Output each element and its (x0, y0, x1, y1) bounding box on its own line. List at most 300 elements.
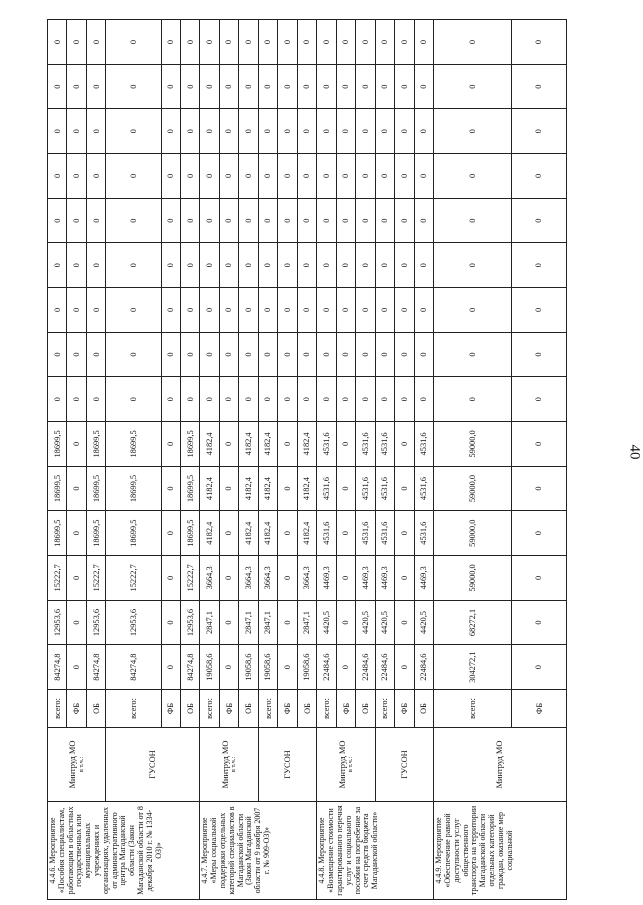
funding-source: всего: (317, 690, 336, 728)
value-cell: 4531,6 (317, 511, 336, 556)
value-cell: 0 (278, 20, 297, 65)
funding-source: всего: (200, 690, 219, 728)
value-cell: 0 (258, 64, 277, 109)
measure-description: 4.4.6. Мероприятие «Пособия специалистам, работающим в областных государственных или муниципальных учреждениях и организациях, удаленных от административного центра Магаданской области (Закон Магаданской области от 8 декабря 2010 г. № 1334-ОЗ)» (48, 802, 200, 900)
value-cell: 0 (375, 198, 394, 243)
funding-source: ОБ (239, 690, 258, 728)
value-cell: 0 (336, 154, 355, 199)
value-cell: 0 (106, 243, 161, 288)
value-cell: 0 (278, 198, 297, 243)
value-cell: 0 (258, 20, 277, 65)
value-cell: 0 (278, 109, 297, 154)
value-cell: 2847,1 (258, 600, 277, 645)
value-cell: 59000,0 (434, 466, 512, 511)
value-cell: 0 (67, 466, 86, 511)
value-cell: 0 (336, 645, 355, 690)
value-cell: 0 (239, 64, 258, 109)
value-cell: 0 (512, 556, 567, 601)
value-cell: 0 (356, 332, 375, 377)
value-cell: 0 (200, 154, 219, 199)
value-cell: 4182,4 (297, 422, 316, 467)
page-number: 40 (626, 444, 643, 460)
value-cell: 0 (434, 109, 512, 154)
value-cell: 0 (180, 64, 199, 109)
value-cell: 0 (106, 64, 161, 109)
table-row (106, 20, 161, 900)
value-cell: 0 (67, 556, 86, 601)
value-cell: 18699,5 (106, 466, 161, 511)
value-cell: 0 (200, 109, 219, 154)
value-cell: 0 (161, 466, 180, 511)
value-cell: 0 (86, 64, 105, 109)
value-cell: 4531,6 (414, 422, 433, 467)
value-cell: 0 (67, 243, 86, 288)
value-cell: 0 (106, 288, 161, 333)
value-cell: 0 (356, 198, 375, 243)
value-cell: 4182,4 (200, 466, 219, 511)
value-cell: 0 (67, 288, 86, 333)
funding-source: ОБ (86, 690, 105, 728)
value-cell: 0 (414, 377, 433, 422)
value-cell: 0 (414, 154, 433, 199)
funding-source: ФБ (336, 690, 355, 728)
value-cell: 4469,3 (375, 556, 394, 601)
value-cell: 0 (219, 422, 238, 467)
value-cell: 0 (414, 20, 433, 65)
value-cell: 0 (86, 377, 105, 422)
value-cell: 0 (278, 511, 297, 556)
value-cell: 0 (336, 377, 355, 422)
value-cell: 84274,8 (180, 645, 199, 690)
value-cell: 0 (297, 109, 316, 154)
value-cell: 0 (48, 377, 67, 422)
funding-source: ОБ (180, 690, 199, 728)
value-cell: 0 (48, 64, 67, 109)
value-cell: 4182,4 (200, 422, 219, 467)
value-cell: 0 (512, 377, 567, 422)
value-cell: 0 (161, 556, 180, 601)
value-cell: 0 (161, 600, 180, 645)
value-cell: 0 (161, 645, 180, 690)
funding-source: всего: (106, 690, 161, 728)
value-cell: 59000,0 (434, 422, 512, 467)
value-cell: 22484,6 (414, 645, 433, 690)
value-cell: 0 (297, 20, 316, 65)
table-row (258, 20, 277, 900)
value-cell: 0 (395, 109, 414, 154)
value-cell: 0 (67, 20, 86, 65)
value-cell: 0 (512, 20, 567, 65)
value-cell: 0 (180, 198, 199, 243)
value-cell: 0 (106, 109, 161, 154)
value-cell: 0 (180, 332, 199, 377)
value-cell: 4182,4 (239, 466, 258, 511)
value-cell: 0 (317, 109, 336, 154)
value-cell: 0 (317, 198, 336, 243)
value-cell: 0 (239, 332, 258, 377)
value-cell: 2847,1 (297, 600, 316, 645)
funding-source: всего: (258, 690, 277, 728)
table-row (200, 20, 219, 900)
value-cell: 18699,5 (180, 466, 199, 511)
value-cell: 0 (297, 154, 316, 199)
budget-table-rotated (47, 20, 567, 900)
executor-cell (317, 728, 375, 802)
value-cell: 0 (278, 600, 297, 645)
measure-description: 4.4.9. Мероприятие «Обеспечение равной доступности услуг общественного транспорта на территории Магаданской области отдельных категорий граждан, оказание мер социальной (434, 802, 567, 900)
value-cell: 3664,3 (297, 556, 316, 601)
value-cell: 0 (317, 377, 336, 422)
value-cell: 0 (356, 288, 375, 333)
value-cell: 18699,5 (48, 466, 67, 511)
value-cell: 0 (278, 645, 297, 690)
value-cell: 22484,6 (317, 645, 336, 690)
value-cell: 0 (258, 109, 277, 154)
value-cell: 0 (434, 64, 512, 109)
value-cell: 0 (219, 332, 238, 377)
value-cell: 0 (239, 288, 258, 333)
value-cell: 0 (356, 154, 375, 199)
value-cell: 0 (512, 511, 567, 556)
executor-name: ГУСОН (148, 750, 158, 779)
value-cell: 0 (161, 64, 180, 109)
value-cell: 0 (200, 332, 219, 377)
value-cell: 68272,1 (434, 600, 512, 645)
value-cell: 0 (512, 645, 567, 690)
value-cell: 0 (106, 198, 161, 243)
value-cell: 0 (67, 600, 86, 645)
value-cell: 0 (395, 600, 414, 645)
value-cell: 0 (336, 600, 355, 645)
value-cell: 0 (219, 243, 238, 288)
value-cell: 4531,6 (356, 422, 375, 467)
executor-cell (434, 728, 567, 802)
value-cell: 0 (395, 64, 414, 109)
value-cell: 0 (414, 198, 433, 243)
executor-cell (258, 728, 316, 802)
value-cell: 0 (67, 422, 86, 467)
executor-cell (375, 728, 433, 802)
executor-cell (106, 728, 200, 802)
value-cell: 0 (219, 600, 238, 645)
value-cell: 0 (317, 243, 336, 288)
executor-note: в т.ч.: (77, 756, 85, 773)
value-cell: 0 (161, 109, 180, 154)
value-cell: 15222,7 (86, 556, 105, 601)
executor-name: Минтруд МО (337, 740, 347, 789)
value-cell: 0 (161, 20, 180, 65)
value-cell: 4182,4 (239, 422, 258, 467)
funding-source: ФБ (512, 690, 567, 728)
value-cell: 0 (414, 288, 433, 333)
value-cell: 0 (161, 377, 180, 422)
value-cell: 0 (219, 109, 238, 154)
value-cell: 0 (336, 64, 355, 109)
value-cell: 4182,4 (297, 466, 316, 511)
value-cell: 0 (395, 198, 414, 243)
measure-description: 4.4.8. Мероприятие «Возмещение стоимости гарантированного перечня услуг и социального пособия на погребение за счет средств бюджета Магаданской области» (317, 802, 434, 900)
value-cell: 0 (278, 422, 297, 467)
value-cell: 4182,4 (258, 511, 277, 556)
value-cell: 0 (434, 377, 512, 422)
value-cell: 0 (48, 154, 67, 199)
value-cell: 0 (278, 377, 297, 422)
value-cell: 0 (336, 288, 355, 333)
value-cell: 3664,3 (200, 556, 219, 601)
value-cell: 0 (219, 64, 238, 109)
value-cell: 0 (414, 109, 433, 154)
value-cell: 0 (239, 109, 258, 154)
value-cell: 0 (180, 154, 199, 199)
funding-source: ОБ (297, 690, 316, 728)
value-cell: 84274,8 (86, 645, 105, 690)
value-cell: 0 (86, 332, 105, 377)
value-cell: 0 (395, 288, 414, 333)
value-cell: 0 (512, 109, 567, 154)
value-cell: 0 (336, 332, 355, 377)
value-cell: 0 (86, 198, 105, 243)
value-cell: 0 (336, 556, 355, 601)
value-cell: 0 (336, 511, 355, 556)
table-row (317, 20, 336, 900)
value-cell: 4182,4 (200, 511, 219, 556)
table-row (48, 20, 67, 900)
value-cell: 4531,6 (414, 466, 433, 511)
value-cell: 0 (278, 288, 297, 333)
value-cell: 0 (106, 332, 161, 377)
value-cell: 0 (297, 198, 316, 243)
value-cell: 0 (297, 288, 316, 333)
value-cell: 0 (375, 20, 394, 65)
value-cell: 0 (180, 109, 199, 154)
value-cell: 0 (356, 243, 375, 288)
value-cell: 0 (395, 20, 414, 65)
value-cell: 0 (86, 154, 105, 199)
value-cell: 3664,3 (239, 556, 258, 601)
value-cell: 0 (512, 422, 567, 467)
value-cell: 18699,5 (48, 422, 67, 467)
value-cell: 0 (414, 243, 433, 288)
value-cell: 0 (278, 466, 297, 511)
value-cell: 0 (258, 243, 277, 288)
value-cell: 0 (219, 466, 238, 511)
value-cell: 0 (67, 64, 86, 109)
value-cell: 0 (239, 20, 258, 65)
value-cell: 4182,4 (258, 422, 277, 467)
value-cell: 0 (434, 332, 512, 377)
value-cell: 0 (395, 422, 414, 467)
value-cell: 0 (161, 243, 180, 288)
value-cell: 84274,8 (48, 645, 67, 690)
value-cell: 0 (395, 556, 414, 601)
value-cell: 0 (258, 198, 277, 243)
value-cell: 0 (317, 154, 336, 199)
value-cell: 304272,1 (434, 645, 512, 690)
value-cell: 0 (67, 332, 86, 377)
executor-note: в т.ч.: (230, 756, 238, 773)
value-cell: 2847,1 (239, 600, 258, 645)
value-cell: 4469,3 (317, 556, 336, 601)
value-cell: 0 (67, 198, 86, 243)
value-cell: 18699,5 (106, 422, 161, 467)
value-cell: 0 (297, 243, 316, 288)
value-cell: 0 (200, 377, 219, 422)
value-cell: 4182,4 (239, 511, 258, 556)
value-cell: 0 (434, 198, 512, 243)
value-cell: 0 (375, 377, 394, 422)
value-cell: 59000,0 (434, 556, 512, 601)
value-cell: 0 (48, 198, 67, 243)
value-cell: 4469,3 (414, 556, 433, 601)
value-cell: 18699,5 (106, 511, 161, 556)
executor-name: Минтруд МО (220, 740, 230, 789)
value-cell: 59000,0 (434, 511, 512, 556)
budget-table (47, 19, 567, 900)
value-cell: 0 (395, 332, 414, 377)
value-cell: 0 (86, 288, 105, 333)
value-cell: 18699,5 (180, 422, 199, 467)
value-cell: 0 (375, 154, 394, 199)
value-cell: 22484,6 (375, 645, 394, 690)
value-cell: 0 (219, 556, 238, 601)
value-cell: 0 (297, 332, 316, 377)
executor-cell (200, 728, 258, 802)
value-cell: 0 (86, 20, 105, 65)
value-cell: 0 (512, 466, 567, 511)
value-cell: 0 (161, 198, 180, 243)
funding-source: ОБ (414, 690, 433, 728)
value-cell: 0 (67, 377, 86, 422)
value-cell: 15222,7 (180, 556, 199, 601)
value-cell: 0 (278, 556, 297, 601)
value-cell: 0 (434, 154, 512, 199)
value-cell: 0 (317, 288, 336, 333)
value-cell: 0 (219, 511, 238, 556)
value-cell: 0 (512, 64, 567, 109)
value-cell: 0 (278, 332, 297, 377)
funding-source: ФБ (219, 690, 238, 728)
executor-name: Минтруд МО (68, 740, 78, 789)
value-cell: 0 (219, 288, 238, 333)
value-cell: 15222,7 (48, 556, 67, 601)
table-row (375, 20, 394, 900)
value-cell: 0 (219, 198, 238, 243)
value-cell: 4531,6 (317, 466, 336, 511)
value-cell: 2847,1 (200, 600, 219, 645)
value-cell: 0 (336, 243, 355, 288)
value-cell: 0 (106, 20, 161, 65)
value-cell: 0 (395, 377, 414, 422)
value-cell: 0 (258, 288, 277, 333)
funding-source: ФБ (67, 690, 86, 728)
value-cell: 0 (161, 332, 180, 377)
value-cell: 0 (434, 243, 512, 288)
value-cell: 0 (395, 645, 414, 690)
value-cell: 0 (106, 377, 161, 422)
value-cell: 0 (48, 332, 67, 377)
value-cell: 0 (239, 243, 258, 288)
value-cell: 0 (317, 20, 336, 65)
value-cell: 0 (336, 109, 355, 154)
value-cell: 0 (336, 20, 355, 65)
value-cell: 0 (239, 198, 258, 243)
funding-source: всего: (434, 690, 512, 728)
value-cell: 0 (67, 109, 86, 154)
value-cell: 0 (219, 377, 238, 422)
value-cell: 0 (239, 154, 258, 199)
value-cell: 0 (297, 64, 316, 109)
value-cell: 0 (395, 154, 414, 199)
value-cell: 15222,7 (106, 556, 161, 601)
value-cell: 4531,6 (375, 422, 394, 467)
value-cell: 0 (161, 422, 180, 467)
value-cell: 18699,5 (86, 511, 105, 556)
value-cell: 0 (512, 154, 567, 199)
value-cell: 0 (219, 154, 238, 199)
funding-source: всего: (48, 690, 67, 728)
value-cell: 0 (512, 332, 567, 377)
value-cell: 18699,5 (86, 466, 105, 511)
value-cell: 0 (375, 332, 394, 377)
value-cell: 0 (297, 377, 316, 422)
value-cell: 4531,6 (356, 511, 375, 556)
value-cell: 0 (336, 466, 355, 511)
value-cell: 0 (200, 288, 219, 333)
value-cell: 0 (258, 154, 277, 199)
value-cell: 84274,8 (106, 645, 161, 690)
value-cell: 0 (375, 243, 394, 288)
executor-name: Минтруд МО (495, 740, 505, 789)
value-cell: 0 (48, 288, 67, 333)
value-cell: 12953,6 (48, 600, 67, 645)
value-cell: 18699,5 (86, 422, 105, 467)
value-cell: 0 (161, 511, 180, 556)
value-cell: 12953,6 (180, 600, 199, 645)
funding-source: ФБ (278, 690, 297, 728)
value-cell: 0 (512, 243, 567, 288)
value-cell: 4469,3 (356, 556, 375, 601)
value-cell: 4531,6 (375, 511, 394, 556)
value-cell: 22484,6 (356, 645, 375, 690)
value-cell: 4420,5 (317, 600, 336, 645)
value-cell: 0 (200, 198, 219, 243)
executor-name: ГУСОН (399, 750, 409, 779)
value-cell: 4420,5 (356, 600, 375, 645)
funding-source: ФБ (395, 690, 414, 728)
value-cell: 0 (434, 288, 512, 333)
value-cell: 18699,5 (48, 511, 67, 556)
value-cell: 0 (395, 466, 414, 511)
value-cell: 4531,6 (317, 422, 336, 467)
value-cell: 0 (375, 109, 394, 154)
value-cell: 0 (258, 332, 277, 377)
value-cell: 0 (48, 243, 67, 288)
value-cell: 0 (356, 64, 375, 109)
value-cell: 0 (180, 20, 199, 65)
funding-source: ФБ (161, 690, 180, 728)
value-cell: 0 (180, 377, 199, 422)
value-cell: 0 (86, 243, 105, 288)
value-cell: 0 (317, 64, 336, 109)
value-cell: 0 (512, 600, 567, 645)
value-cell: 0 (48, 20, 67, 65)
value-cell: 4182,4 (297, 511, 316, 556)
value-cell: 0 (356, 109, 375, 154)
value-cell: 3664,3 (258, 556, 277, 601)
value-cell: 19058,6 (200, 645, 219, 690)
value-cell: 0 (67, 154, 86, 199)
value-cell: 0 (278, 154, 297, 199)
